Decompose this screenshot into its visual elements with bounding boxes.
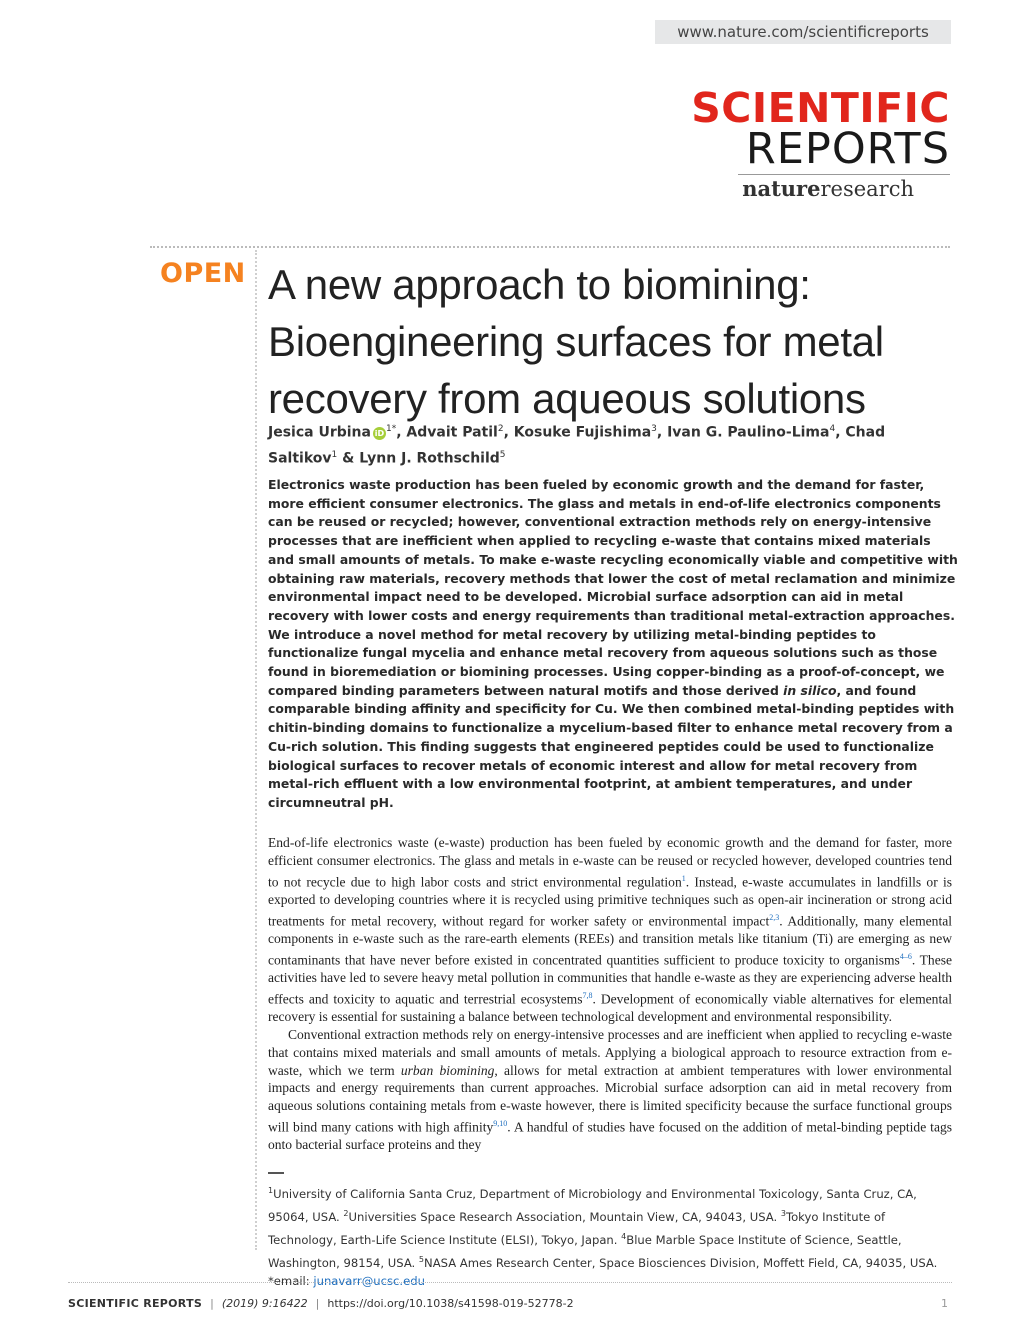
body-text-run: . Instead, e-waste accumulates in landfills or is exported to developing countries where it is recycled using primitive techniques such as open-air incineration or strong acid treatments for metal recovery, without regard for worker safety or environmental impact [268,874,953,929]
publisher-logo-nature: nature [742,176,821,201]
footer-citation: (2019) 9:16422 [221,1297,308,1310]
email-link[interactable]: junavarr@ucsc.edu [313,1274,425,1289]
publisher-logo [742,176,914,201]
body-paragraph [268,834,952,1026]
logo-divider [738,174,950,175]
reference-link[interactable]: 1 [681,873,686,883]
reference-link[interactable]: 2,3 [769,912,780,922]
affiliation-text: NASA Ames Research Center, Space Biosciences Division, Moffett Field, CA, 94035, USA. [424,1255,938,1270]
author-name[interactable]: Ivan G. Paulino-Lima [667,424,830,441]
footer-separator: | [315,1297,320,1310]
journal-logo-scientific: SCIENTIFIC [691,84,950,132]
header-divider [150,246,950,248]
affil-number: 3 [780,1208,786,1218]
author-list: Jesica Urbina iD $^{1*}$, Advait Patil$^2$, Kosuke Fujishima$^3$, Ivan G. Paulino-Lima$^4$, Chad Saltikov$^1$ & Lynn J. Rothschild$^5$ [268,424,886,467]
abstract-italic: in silico [783,682,837,698]
abstract-text: Electronics waste production has been fueled by economic growth and the demand for faster, more efficient consumer electronics. The glass and metals in end-of-life electronics components can be reused or recycled; however, conventional extraction methods rely on energy-intensive processes that are inefficient when applied to recycling e-waste that contains mixed materials and small amounts of metals. To make e-waste recycling economically viable and competitive with obtaining raw materials, recovery methods that lower the cost of metal reclamation and minimize environmental impact need to be developed. Microbial surface adsorption can aid in metal recovery with lower costs and energy requirements than traditional metal-extraction approaches. We introduce a novel method for metal recovery by utilizing metal-binding peptides to functionalize fungal mycelia and enhance metal recovery from aqueous solutions such as those found in bioremediation or biomining processes. Using copper-binding as a proof-of-concept, we compared binding parameters between natural motifs and those derived [268,477,958,698]
email-label: *email: [268,1274,314,1289]
affil-number: 1 [268,1186,274,1195]
affil-number: 4 [621,1231,627,1241]
body-text-run: . These activities have led to severe heavy metal pollution in communities that handle e-waste as they are experiencing adverse health effects and toxicity to aquatic and terrestrial ecosystems [268,952,952,1007]
footer-doi-link[interactable]: https://doi.org/10.1038/s41598-019-52778-2 [327,1297,574,1310]
body-paragraph [268,1026,952,1154]
author-affil-ref: 1 [331,449,338,460]
affil-number: 2 [343,1208,349,1218]
journal-logo-reports: REPORTS [745,124,950,174]
body-text-run: End-of-life electronics waste (e-waste) production has been fueled by economic growth and the demand for faster, more efficient consumer electronics. The glass and metals in e-waste can be reused or recycled however, developed countries tend to not recycle due to high labor costs and strict environmental regulation [268,835,952,890]
affiliation-divider [268,1172,284,1174]
body-text-run: . Additionally, many elemental components in e-waste such as the rare-earth elements (REEs) and transition metals like titanium (Ti) are emerging as new contaminants that have never before existed in concentrated quantities sufficient to produce toxicity to organisms [268,913,952,968]
body-italic-term: urban biomining [400,1062,495,1078]
author-name[interactable]: Advait Patil [406,424,498,441]
journal-url[interactable]: www.nature.com/scientificreports [655,20,951,44]
author-affil-ref: 4 [829,424,836,434]
author-affil-ref: 3 [651,424,657,434]
affiliation-text: Universities Space Research Association, Mountain View, CA, 94043, USA. [348,1209,781,1224]
margin-dotted-rule [255,250,257,1250]
reference-link[interactable]: 9,10 [493,1119,508,1129]
footer-separator: | [210,1297,214,1310]
publisher-logo-research: research [820,177,914,201]
affiliation-text: Tokyo Institute of Technology, Earth-Life Science Institute (ELSI), Tokyo, Japan. [268,1209,886,1247]
body-text-run: . A handful of studies have focused on the addition of metal-binding peptide tags onto bacterial surface proteins and they [268,1119,953,1153]
reference-link[interactable]: 7,8 [582,990,593,1000]
author-affil-ref: 2 [497,424,504,434]
affil-number: 5 [418,1254,425,1264]
article-title: A new approach to biomining: Bioengineering surfaces for metal recovery from aqueous solutions [268,261,884,422]
reference-link[interactable]: 4–6 [899,951,912,961]
body-text-run: Conventional extraction methods rely on energy-intensive processes and are inefficient when applied to recycling e-waste that contains mixed materials and small amounts of metals. Applying a biological approach to resource extraction from e-waste, which we term [268,1027,952,1078]
footer-divider [68,1282,952,1283]
body-text-run: . Development of economically viable alternatives for elemental recovery is essential for sustaining a balance between technological development and environmental responsibility. [268,991,952,1025]
author-affil-ref: 1* [385,424,397,434]
article-body [268,834,952,1154]
abstract-text: , and found comparable binding affinity and specificity for Cu. We then combined metal-binding peptides with chitin-binding domains to functionalize a mycelium-based filter to enhance metal recovery from a Cu-rich solution. This finding suggests that engineered peptides could be used to functionalize biological surfaces to recover metals of economic interest and allow for metal recovery from metal-rich effluent with a low environmental footprint, at ambient temperatures, and under circumneutral pH. [268,682,955,810]
author-name[interactable]: Kosuke Fujishima [513,424,652,441]
page-footer [68,1297,952,1317]
affiliation-text: Blue Marble Space Institute of Science, Seattle, Washington, 98154, USA. [268,1232,902,1270]
affiliations [268,1181,954,1291]
page-number: 1 [941,1297,948,1310]
author-name[interactable]: Chad Saltikov [268,424,886,467]
author-name[interactable]: Lynn J. Rothschild [359,450,500,467]
footer-journal: SCIENTIFIC REPORTS [68,1297,203,1310]
body-text-run: , allows for metal extraction at ambient temperatures with lower environmental impacts and energy requirements than current approaches. Microbial surface adsorption can aid in metal recovery from aqueous solutions containing metals from e-waste however, there is limited specificity because the surface functional groups will bind many cations with high affinity [268,1062,952,1135]
open-access-label: OPEN [160,258,246,289]
affiliation-text: University of California Santa Cruz, Department of Microbiology and Environmental Toxicology, Santa Cruz, CA, 95064, USA. [268,1186,917,1224]
author-name[interactable]: Jesica Urbina [268,424,371,441]
author-affil-ref: 5 [499,449,506,460]
orcid-icon[interactable]: iD [374,428,385,438]
abstract [268,476,960,813]
